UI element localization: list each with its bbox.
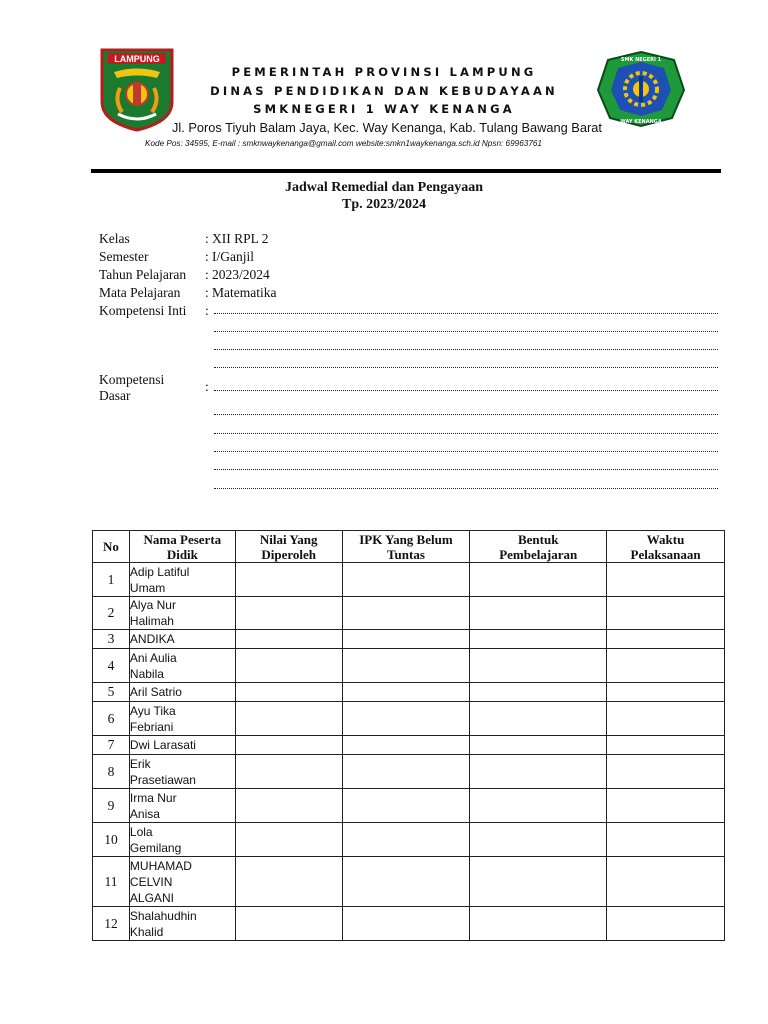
kompetensi-inti-line — [214, 313, 718, 314]
student-name-line: Dwi Larasati — [129, 738, 196, 752]
kompetensi-inti-line — [214, 367, 718, 368]
table-row — [93, 563, 725, 597]
bentuk-cell[interactable] — [470, 755, 607, 789]
waktu-cell[interactable] — [607, 907, 725, 941]
student-name — [129, 683, 235, 702]
mapel-label: Mata Pelajaran — [99, 285, 181, 300]
waktu-cell[interactable] — [607, 649, 725, 683]
nilai-cell[interactable] — [235, 857, 342, 907]
row-number: 7 — [93, 736, 130, 755]
nilai-cell[interactable] — [235, 755, 342, 789]
table-row — [93, 630, 725, 649]
student-name-line: Irma Nur — [129, 790, 177, 805]
tahun-colon: : — [205, 267, 209, 282]
student-name-line: Anisa — [129, 806, 160, 821]
header-waktu: Waktu Pelaksanaan — [607, 531, 725, 563]
student-name-line: Ayu Tika — [129, 703, 176, 718]
row-number: 2 — [93, 597, 130, 630]
ipk-cell[interactable] — [342, 563, 470, 597]
row-number: 5 — [93, 683, 130, 702]
kompetensi-dasar-line — [214, 469, 718, 470]
kompetensi-dasar-colon: : — [205, 379, 209, 394]
waktu-cell[interactable] — [607, 702, 725, 736]
bentuk-cell[interactable] — [470, 857, 607, 907]
logo-right-text-bottom: WAY KENANGA — [620, 119, 662, 125]
bentuk-cell[interactable] — [470, 563, 607, 597]
kelas-colon: : — [205, 231, 209, 246]
ipk-cell[interactable] — [342, 755, 470, 789]
bentuk-cell[interactable] — [470, 649, 607, 683]
nilai-cell[interactable] — [235, 597, 342, 630]
header-province: PEMERINTAH PROVINSI LAMPUNG — [231, 65, 537, 79]
header-nilai: Nilai Yang Diperoleh — [235, 531, 342, 563]
row-number: 6 — [93, 702, 130, 736]
tahun-label: Tahun Pelajaran — [99, 267, 187, 282]
row-number: 3 — [93, 630, 130, 649]
student-name — [129, 907, 235, 941]
student-name-line: Umam — [129, 580, 166, 595]
logo-right-text-top: SMK NEGERI 1 — [620, 57, 662, 63]
student-name — [129, 755, 235, 789]
row-number: 11 — [93, 857, 130, 907]
school-address: Jl. Poros Tiyuh Balam Jaya, Kec. Way Kenanga, Kab. Tulang Bawang Barat — [172, 120, 602, 135]
waktu-cell[interactable] — [607, 563, 725, 597]
kompetensi-dasar-label-1: Kompetensi — [99, 372, 165, 387]
kelas-label: Kelas — [99, 231, 130, 246]
ipk-cell[interactable] — [342, 649, 470, 683]
bentuk-cell[interactable] — [470, 823, 607, 857]
document-subtitle: Tp. 2023/2024 — [341, 197, 426, 212]
student-name-line: Aril Satrio — [129, 685, 182, 699]
nilai-cell[interactable] — [235, 649, 342, 683]
student-name-line: Lola — [129, 824, 153, 839]
nilai-cell[interactable] — [235, 683, 342, 702]
bentuk-cell[interactable] — [470, 597, 607, 630]
student-name-line: Khalid — [129, 924, 164, 939]
header-nama: Nama Peserta Didik — [129, 531, 235, 563]
ipk-cell[interactable] — [342, 683, 470, 702]
waktu-cell[interactable] — [607, 630, 725, 649]
student-name-line: Adip Latiful — [129, 564, 190, 579]
document-title: Jadwal Remedial dan Pengayaan — [285, 180, 483, 195]
kompetensi-inti-colon: : — [205, 303, 209, 318]
table-row — [93, 702, 725, 736]
kompetensi-inti-line — [214, 331, 718, 332]
ipk-cell[interactable] — [342, 907, 470, 941]
student-name-line: Alya Nur — [129, 598, 176, 612]
school-contact: Kode Pos: 34595, E-mail : smknwaykenanga@gmail.com website:smkn1waykenanga.sch.id Npsn: 69963761 — [145, 139, 542, 148]
student-name-line: Ani Aulia — [129, 650, 177, 665]
bentuk-cell[interactable] — [470, 789, 607, 823]
bentuk-cell[interactable] — [470, 702, 607, 736]
student-name — [129, 649, 235, 683]
student-name — [129, 702, 235, 736]
table-row — [93, 683, 725, 702]
ipk-cell[interactable] — [342, 789, 470, 823]
row-number: 4 — [93, 649, 130, 683]
student-name-line: Gemilang — [129, 840, 182, 855]
kompetensi-dasar-label-2: Dasar — [99, 388, 131, 403]
student-name — [129, 789, 235, 823]
kompetensi-inti-label: Kompetensi Inti — [99, 303, 187, 318]
kompetensi-dasar-line — [214, 414, 718, 415]
ipk-cell[interactable] — [342, 702, 470, 736]
tahun-value: 2023/2024 — [212, 267, 270, 282]
header-bentuk: Bentuk Pembelajaran — [470, 531, 607, 563]
student-name-line: ALGANI — [129, 890, 174, 905]
waktu-cell[interactable] — [607, 597, 725, 630]
student-name-line: Erik — [129, 756, 151, 771]
student-name-line: CELVIN — [129, 874, 173, 889]
nilai-cell[interactable] — [235, 907, 342, 941]
ipk-cell[interactable] — [342, 823, 470, 857]
semester-label: Semester — [99, 249, 149, 264]
header-no: No — [93, 531, 130, 563]
bentuk-cell[interactable] — [470, 907, 607, 941]
header-school: SMKNEGERI 1 WAY KENANGA — [253, 102, 515, 116]
student-name — [129, 823, 235, 857]
remedial-schedule-table — [92, 530, 725, 941]
student-name-line: ANDIKA — [129, 632, 175, 646]
table-row — [93, 823, 725, 857]
table-body — [93, 563, 725, 941]
bentuk-cell[interactable] — [470, 630, 607, 649]
student-name — [129, 597, 235, 630]
logo-left-text: LAMPUNG — [114, 54, 160, 64]
kompetensi-dasar-line — [214, 390, 718, 391]
table-row — [93, 736, 725, 755]
student-name-line: MUHAMAD — [129, 858, 192, 873]
row-number: 12 — [93, 907, 130, 941]
student-name — [129, 857, 235, 907]
student-name-line: Shalahudhin — [129, 908, 197, 923]
student-name-line: Febriani — [129, 719, 174, 734]
kelas-value: XII RPL 2 — [212, 231, 269, 246]
nilai-cell[interactable] — [235, 823, 342, 857]
nilai-cell[interactable] — [235, 563, 342, 597]
row-number: 10 — [93, 823, 130, 857]
semester-colon: : — [205, 249, 209, 264]
student-name — [129, 630, 235, 649]
bentuk-cell[interactable] — [470, 736, 607, 755]
waktu-cell[interactable] — [607, 683, 725, 702]
table-row — [93, 755, 725, 789]
table-row — [93, 907, 725, 941]
kompetensi-inti-line — [214, 349, 718, 350]
mapel-colon: : — [205, 285, 209, 300]
row-number: 8 — [93, 755, 130, 789]
waktu-cell[interactable] — [607, 823, 725, 857]
header-department: DINAS PENDIDIKAN DAN KEBUDAYAAN — [210, 84, 558, 98]
student-name — [129, 736, 235, 755]
kompetensi-dasar-line — [214, 488, 718, 489]
header-ipk: IPK Yang Belum Tuntas — [342, 531, 470, 563]
waktu-cell[interactable] — [607, 755, 725, 789]
waktu-cell[interactable] — [607, 857, 725, 907]
row-number: 9 — [93, 789, 130, 823]
student-name-line: Halimah — [129, 614, 174, 628]
table-row — [93, 857, 725, 907]
nilai-cell[interactable] — [235, 630, 342, 649]
header-divider — [91, 169, 721, 173]
nilai-cell[interactable] — [235, 702, 342, 736]
semester-value: I/Ganjil — [212, 249, 254, 264]
student-name — [129, 563, 235, 597]
table-row — [93, 789, 725, 823]
student-name-line: Nabila — [129, 666, 164, 681]
ipk-cell[interactable] — [342, 630, 470, 649]
kompetensi-dasar-line — [214, 433, 718, 434]
nilai-cell[interactable] — [235, 736, 342, 755]
ipk-cell[interactable] — [342, 597, 470, 630]
kompetensi-dasar-line — [214, 451, 718, 452]
mapel-value: Matematika — [212, 285, 277, 300]
table-row — [93, 597, 725, 630]
waktu-cell[interactable] — [607, 789, 725, 823]
ipk-cell[interactable] — [342, 857, 470, 907]
nilai-cell[interactable] — [235, 789, 342, 823]
row-number: 1 — [93, 563, 130, 597]
table-header-row — [93, 531, 725, 563]
bentuk-cell[interactable] — [470, 683, 607, 702]
table-row — [93, 649, 725, 683]
student-name-line: Prasetiawan — [129, 772, 196, 787]
ipk-cell[interactable] — [342, 736, 470, 755]
waktu-cell[interactable] — [607, 736, 725, 755]
